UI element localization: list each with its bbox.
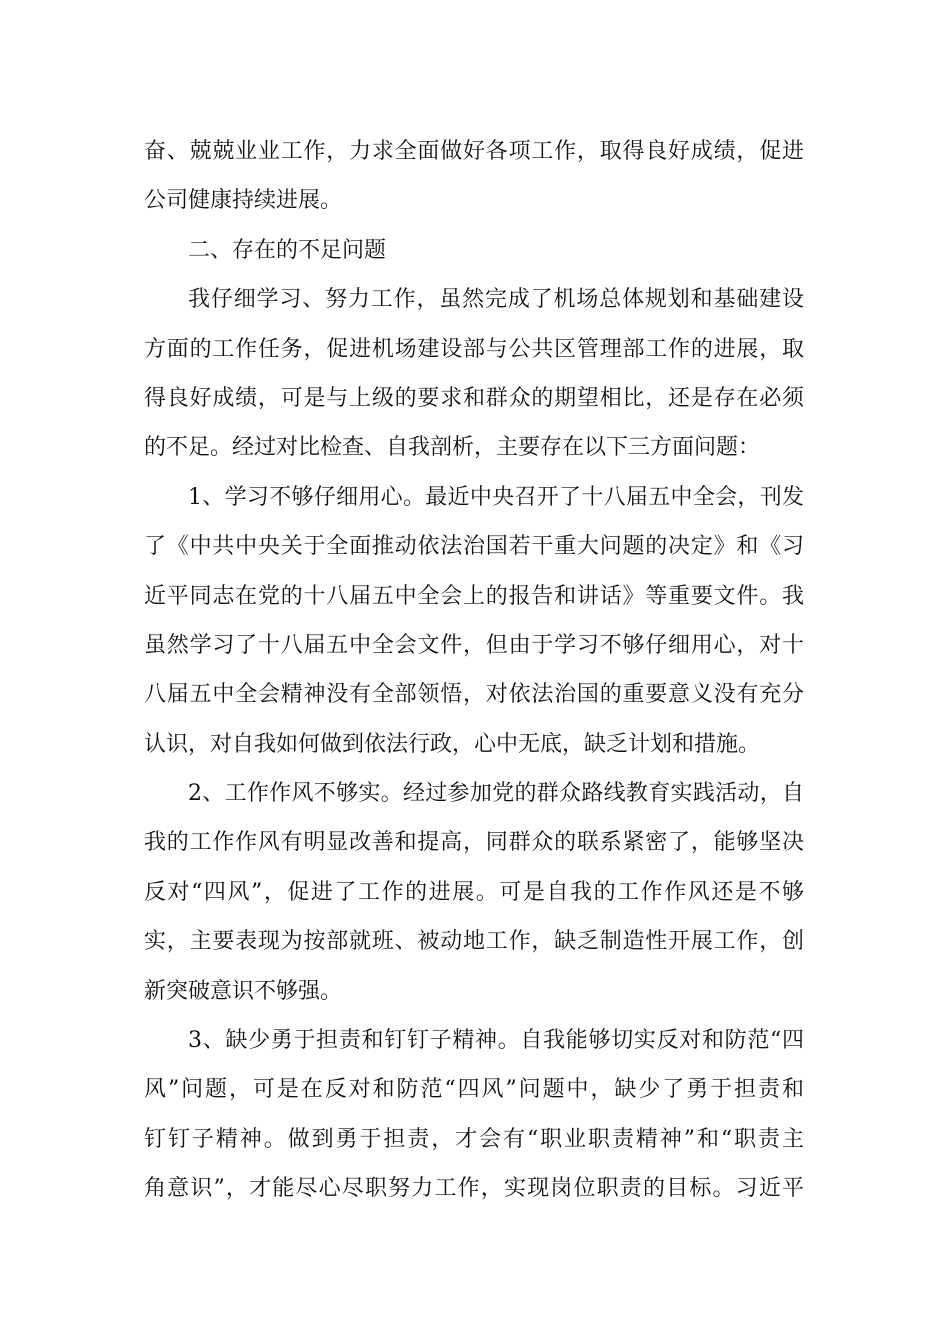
text-line: 2、工作作风不够实。经过参加党的群众路线教育实践活动，自 <box>188 781 804 807</box>
text-line: 钉钉子精神。做到勇于担责，才会有“职业职责精神”和“职责主 <box>144 1126 804 1152</box>
text-line: 实，主要表现为按部就班、被动地工作，缺乏制造性开展工作，创 <box>144 929 804 955</box>
text-line: 公司健康持续进展。 <box>144 188 343 214</box>
text-line: 新突破意识不够强。 <box>144 978 343 1004</box>
text-line: 3、缺少勇于担责和钉钉子精神。自我能够切实反对和防范“四 <box>188 1028 804 1054</box>
section-heading: 二、存在的不足问题 <box>188 237 387 263</box>
text-line: 的不足。经过对比检查、自我剖析，主要存在以下三方面问题： <box>144 435 761 461</box>
text-line: 我仔细学习、努力工作，虽然完成了机场总体规划和基础建设 <box>188 287 804 313</box>
text-line: 我的工作作风有明显改善和提高，同群众的联系紧密了，能够坚决 <box>144 830 804 856</box>
text-line: 1、学习不够仔细用心。最近中央召开了十八届五中全会，刊发 <box>188 484 804 510</box>
text-line: 认识，对自我如何做到依法行政，心中无底，缺乏计划和措施。 <box>144 731 761 757</box>
text-line: 八届五中全会精神没有全部领悟，对依法治国的重要意义没有充分 <box>144 682 804 708</box>
text-line: 近平同志在党的十八届五中全会上的报告和讲话》等重要文件。我 <box>144 583 804 609</box>
document-body <box>144 127 804 1214</box>
text-line: 方面的工作任务，促进机场建设部与公共区管理部工作的进展，取 <box>144 336 804 362</box>
text-line: 角意识”，才能尽心尽职努力工作，实现岗位职责的目标。习近平 <box>144 1176 804 1202</box>
text-line: 风”问题，可是在反对和防范“四风”问题中，缺少了勇于担责和 <box>144 1077 804 1103</box>
text-line: 了《中共中央关于全面推动依法治国若干重大问题的决定》和《习 <box>144 534 804 560</box>
text-line: 奋、兢兢业业工作，力求全面做好各项工作，取得良好成绩，促进 <box>144 139 804 164</box>
text-line: 反对“四风”，促进了工作的进展。可是自我的工作作风还是不够 <box>144 879 804 905</box>
text-line: 得良好成绩，可是与上级的要求和群众的期望相比，还是存在必须 <box>144 385 804 411</box>
text-line: 虽然学习了十八届五中全会文件，但由于学习不够仔细用心，对十 <box>144 632 804 658</box>
